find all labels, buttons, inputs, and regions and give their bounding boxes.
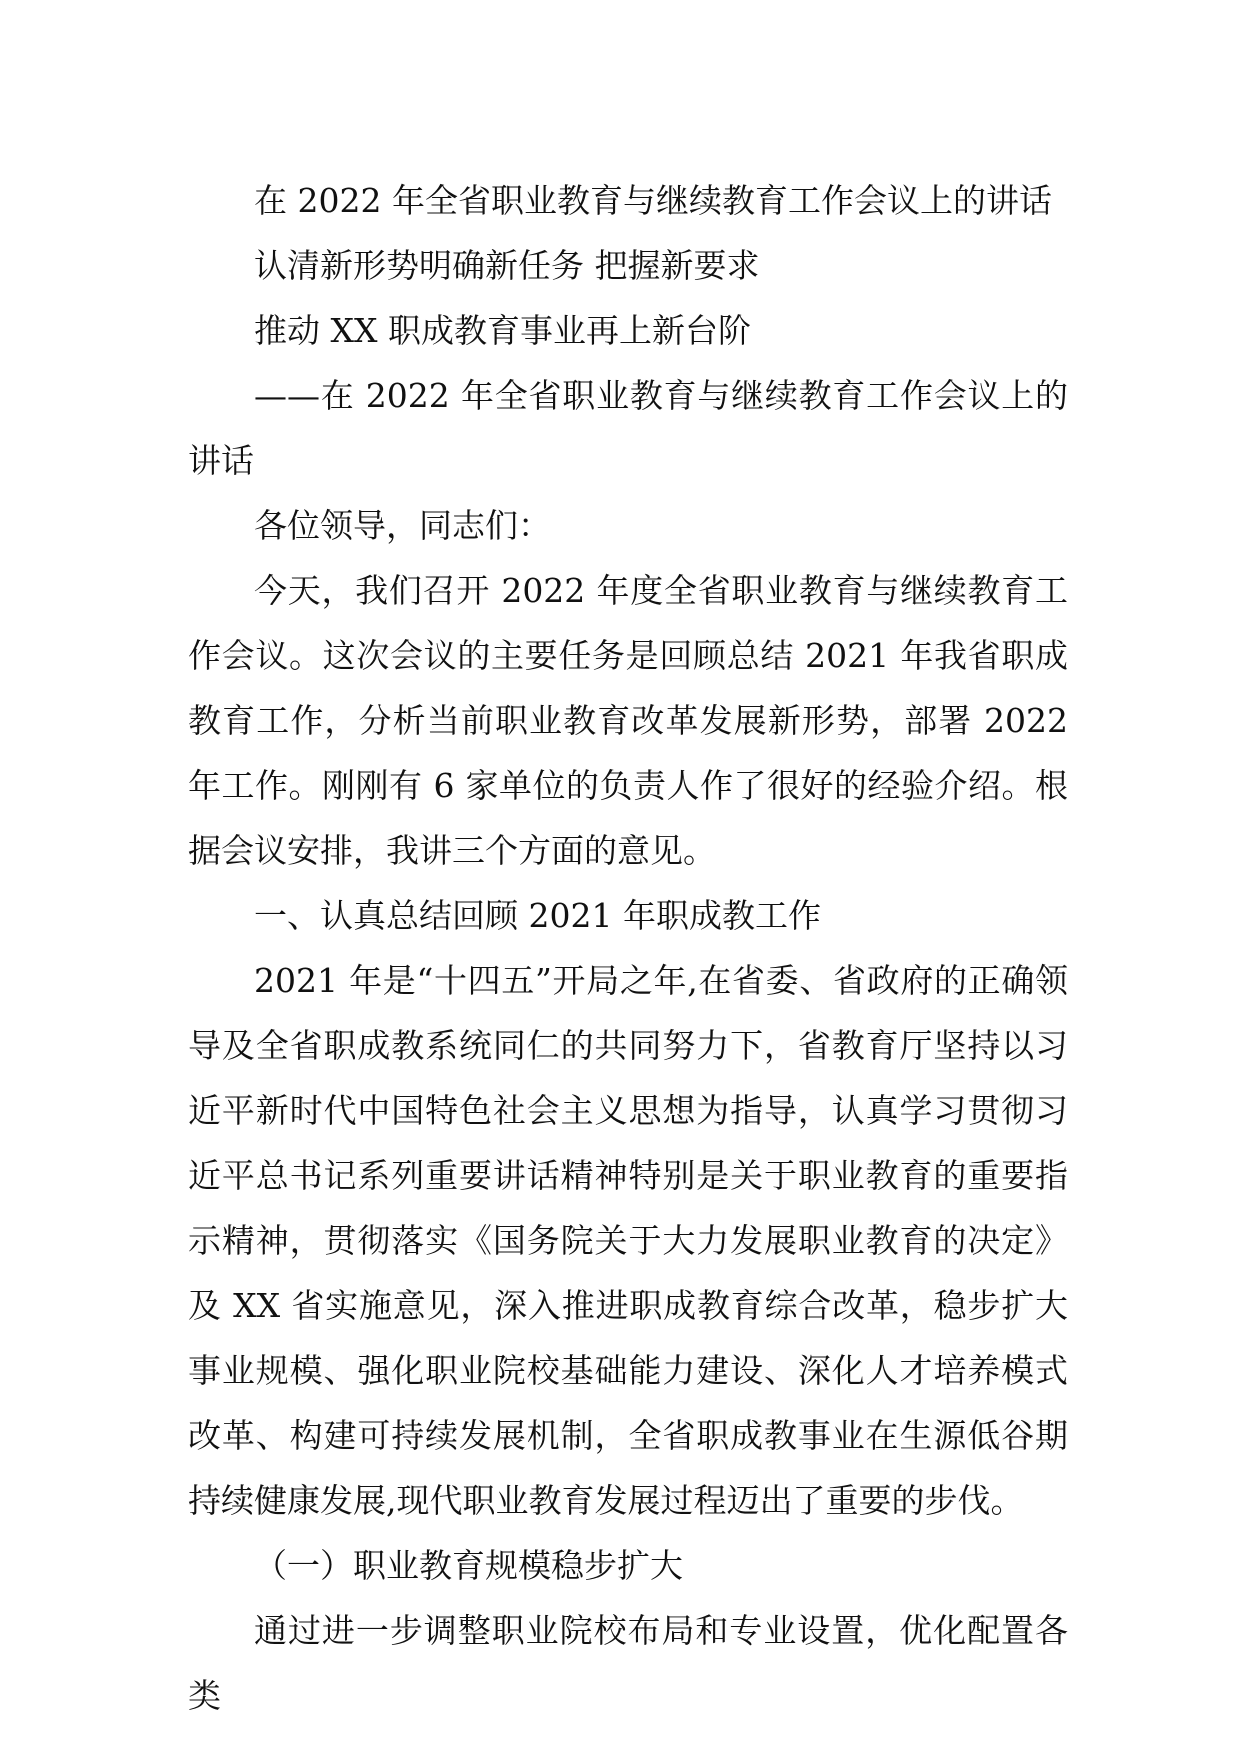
document-body [188,168,1068,1728]
document-title-line: 在 2022 年全省职业教育与继续教育工作会议上的讲话 [254,181,1052,220]
document-heading-1: 认清新形势明确新任务 把握新要求 [254,246,760,285]
document-heading-2: 推动 XX 职成教育事业再上新台阶 [254,311,751,350]
section-1-paragraph: 2021 年是“十四五”开局之年,在省委、省政府的正确领导及全省职成教系统同仁的共同努力下，省教育厅坚持以习近平新时代中国特色社会主义思想为指导，认真学习贯彻习近平总书记系列重要讲话精神特别是关于职业教育的重要指示精神，贯彻落实《国务院关于大力发展职业教育的决定》及 XX 省实施意见，深入推进职成教育综合改革，稳步扩大事业规模、强化职业院校基础能力建设、深化人才培养模式改革、构建可持续发展机制，全省职成教事业在生源低谷期持续健康发展,现代职业教育发展过程迈出了重要的步伐。 [188,961,1068,1520]
subsection-1-heading: （一）职业教育规模稳步扩大 [254,1546,683,1585]
document-byline: ——在 2022 年全省职业教育与继续教育工作会议上的讲话 [188,376,1068,480]
intro-paragraph: 今天，我们召开 2022 年度全省职业教育与继续教育工作会议。这次会议的主要任务是回顾总结 2021 年我省职成教育工作，分析当前职业教育改革发展新形势，部署 2022 年工作。刚刚有 6 家单位的负责人作了很好的经验介绍。根据会议安排，我讲三个方面的意见。 [188,571,1068,870]
section-1-heading: 一、认真总结回顾 2021 年职成教工作 [254,896,821,935]
subsection-1-paragraph: 通过进一步调整职业院校布局和专业设置，优化配置各类 [188,1611,1068,1715]
salutation: 各位领导，同志们： [254,506,551,545]
